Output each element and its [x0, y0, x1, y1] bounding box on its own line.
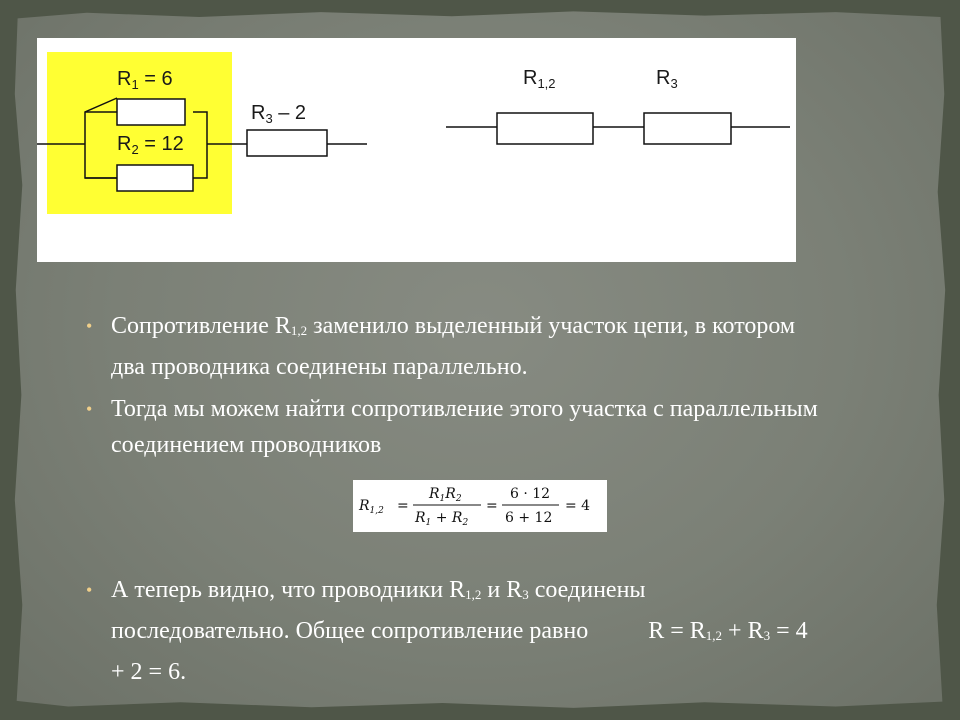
label-r3-left: $R_3 - 2$ [251, 102, 307, 126]
circuit-figure [37, 38, 796, 262]
bullet-3: • А теперь видно, что проводники $R_{1,2}$ и $R_3$ соединены последовательно. Общее сопротивление равно $R = R_{1,2} + R_3 = 4 + 2 = 6$. [86, 572, 826, 690]
total-resistance-equation: $R = R_{1,2} + R_3 = 4 + 2 = 6$. [111, 618, 808, 685]
resistor-r12 [497, 113, 593, 144]
bullet-list [86, 308, 826, 463]
label-r2: $R_2 = 12$ [117, 133, 184, 157]
bullet-dot: • [86, 316, 93, 336]
bullet-2: • Тогда мы можем найти сопротивление этого участка с параллельным соединением проводников [86, 391, 826, 463]
bullet-3-block [86, 572, 826, 690]
svg-text:R1 + R2: $R_1 + R_2$ [415, 510, 469, 528]
svg-text:=: = [397, 498, 409, 514]
svg-text:=: = [486, 498, 498, 514]
bullet-dot: • [86, 399, 93, 419]
svg-text:= 4: = 4 [565, 498, 591, 514]
svg-text:R1R2: $R_1R_2$ [429, 486, 462, 504]
formula-box [353, 480, 607, 532]
formula-svg [353, 480, 607, 532]
svg-text:6 + 12: 6 + 12 [505, 510, 553, 526]
resistor-r2 [117, 165, 193, 191]
resistor-r3-left [247, 130, 327, 156]
resistor-r1 [117, 99, 185, 125]
circuit-diagram [37, 38, 796, 262]
svg-text:R1,2: $R_{1,2}$ [359, 498, 384, 516]
resistor-r3-right [644, 113, 731, 144]
bullet-dot: • [86, 580, 93, 600]
svg-text:6 · 12: 6 · 12 [510, 486, 551, 502]
bullet-1: • Сопротивление $R_{1,2}$ заменило выделенный участок цепи, в котором два проводника соединены параллельно. [86, 308, 826, 385]
label-r3-right: $R_3$ [656, 67, 678, 91]
label-r1: $R_1 = 6$ [117, 68, 173, 92]
label-r12: $R_{1,2}$ [523, 67, 556, 91]
